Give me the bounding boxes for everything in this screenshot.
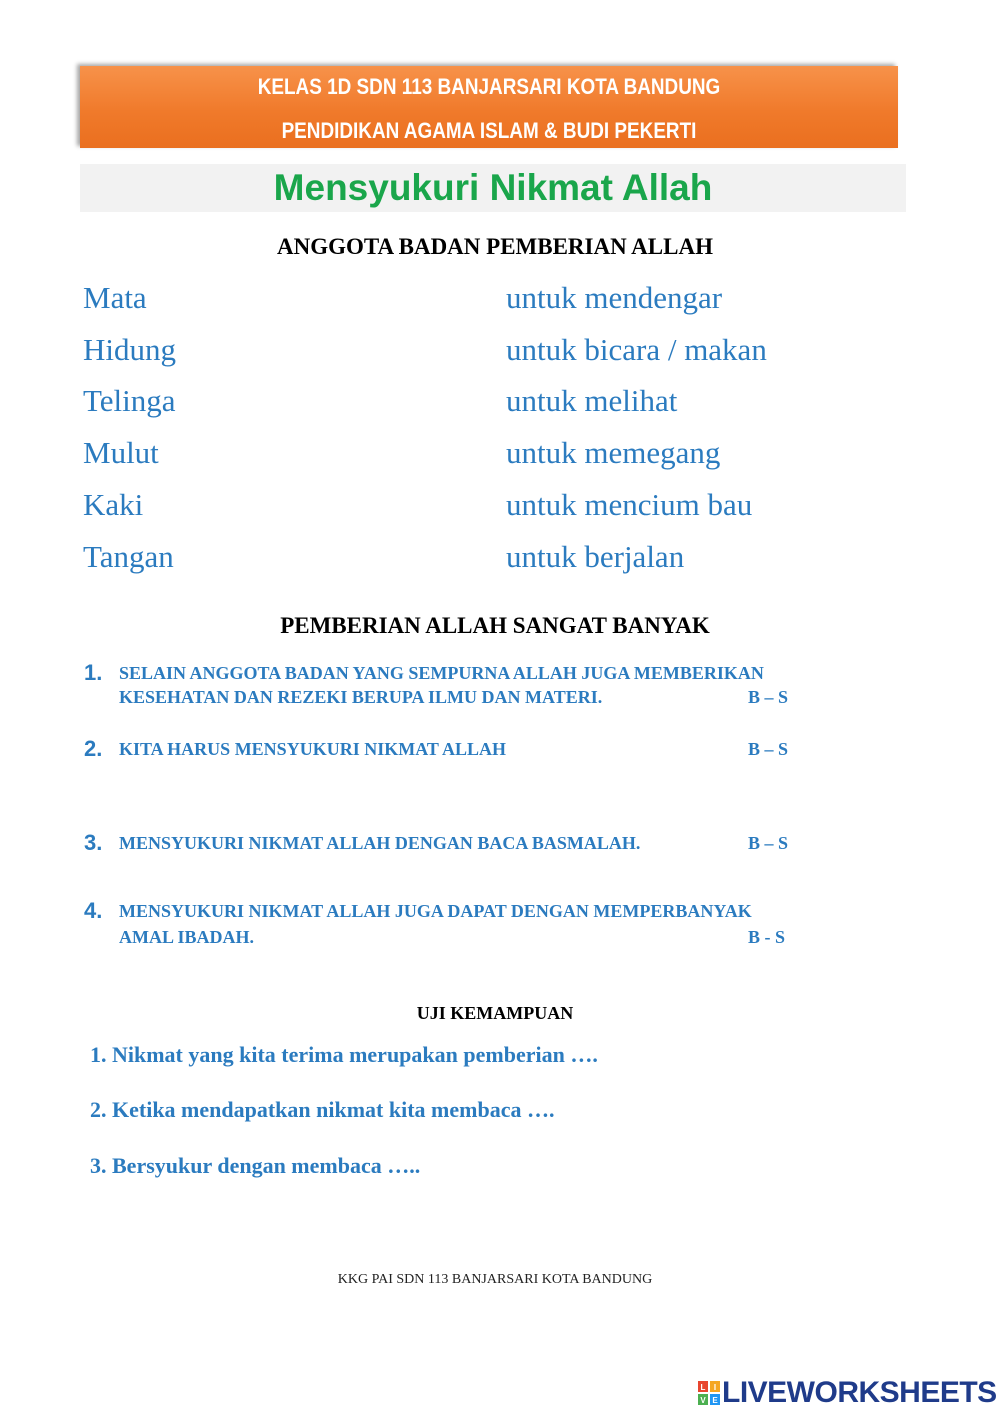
logo-letter: I: [713, 1383, 717, 1392]
function-item[interactable]: untuk melihat: [506, 383, 678, 418]
statement-number: 3.: [84, 830, 103, 855]
section-heading-anggota: ANGGOTA BADAN PEMBERIAN ALLAH: [277, 234, 713, 259]
title-band: [80, 164, 906, 212]
logo-letter: E: [712, 1396, 718, 1405]
statement-text: SELAIN ANGGOTA BADAN YANG SEMPURNA ALLAH JUGA MEMBERIKAN: [119, 663, 764, 683]
true-false-choice[interactable]: B – S: [748, 833, 789, 853]
liveworksheets-wordmark: LIVEWORKSHEETS: [722, 1376, 997, 1409]
body-part-item[interactable]: Tangan: [83, 539, 174, 574]
question-item[interactable]: 2. Ketika mendapatkan nikmat kita membaca ….: [90, 1097, 555, 1122]
body-part-item[interactable]: Mulut: [83, 435, 159, 470]
body-part-item[interactable]: Mata: [83, 280, 147, 315]
logo-letter: V: [700, 1396, 706, 1405]
function-item[interactable]: untuk berjalan: [506, 539, 685, 574]
true-false-choice[interactable]: B - S: [748, 927, 786, 947]
body-part-item[interactable]: Kaki: [83, 487, 144, 522]
section-heading-uji: UJI KEMAMPUAN: [416, 1003, 574, 1023]
statement-text: MENSYUKURI NIKMAT ALLAH JUGA DAPAT DENGAN MEMPERBANYAK: [119, 901, 752, 921]
body-part-item[interactable]: Hidung: [83, 332, 176, 367]
function-item[interactable]: untuk mencium bau: [506, 487, 753, 522]
body-part-item[interactable]: Telinga: [83, 383, 176, 418]
statement-text: MENSYUKURI NIKMAT ALLAH DENGAN BACA BASMALAH.: [119, 833, 641, 853]
header-banner: [80, 66, 898, 148]
function-item[interactable]: untuk memegang: [506, 435, 721, 470]
question-item[interactable]: 3. Bersyukur dengan membaca …..: [90, 1153, 421, 1178]
liveworksheets-logo-icon: [698, 1381, 720, 1405]
function-item[interactable]: untuk mendengar: [506, 280, 723, 315]
question-item[interactable]: 1. Nikmat yang kita terima merupakan pemberian ….: [90, 1042, 598, 1067]
statement-number: 4.: [84, 898, 103, 923]
statement-text: KESEHATAN DAN REZEKI BERUPA ILMU DAN MATERI.: [119, 687, 603, 707]
function-item[interactable]: untuk bicara / makan: [506, 332, 767, 367]
statement-text: AMAL IBADAH.: [119, 927, 255, 947]
header-class-line: KELAS 1D SDN 113 BANJARSARI KOTA BANDUNG: [257, 74, 721, 99]
footer-text: KKG PAI SDN 113 BANJARSARI KOTA BANDUNG: [337, 1272, 653, 1287]
statement-number: 2.: [84, 736, 103, 761]
statement-text: KITA HARUS MENSYUKURI NIKMAT ALLAH: [119, 739, 507, 759]
logo-letter: L: [700, 1383, 706, 1392]
true-false-choice[interactable]: B – S: [748, 687, 789, 707]
true-false-choice[interactable]: B – S: [748, 739, 789, 759]
statement-number: 1.: [84, 660, 103, 685]
section-heading-pemberian: PEMBERIAN ALLAH SANGAT BANYAK: [280, 613, 710, 638]
header-subject-line: PENDIDIKAN AGAMA ISLAM & BUDI PEKERTI: [281, 118, 697, 143]
page-title: Mensyukuri Nikmat Allah: [273, 167, 713, 208]
